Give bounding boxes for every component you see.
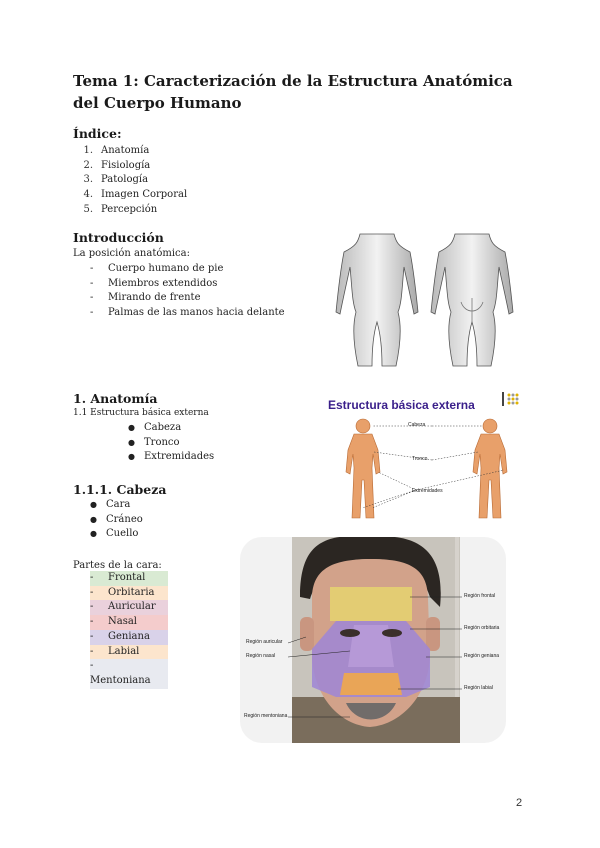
intro-item-label: Cuerpo humano de pie: [108, 263, 224, 274]
face-part-label: Frontal: [108, 572, 146, 583]
face-part-label: Orbitaria: [108, 586, 155, 598]
face-label-labial: Región labial: [464, 685, 493, 691]
head-item: [90, 498, 143, 513]
anatomy-item-label: Tronco: [144, 436, 180, 448]
index-item-label: Anatomía: [101, 145, 150, 156]
face-label-nasal: Región nasal: [246, 653, 276, 659]
bullet-icon: ●: [90, 514, 97, 524]
face-part-label: Nasal: [108, 616, 138, 628]
face-part-item: [90, 645, 168, 660]
page-title: Tema 1: Caracterización de la Estructura Anatómica del Cuerpo Humano: [73, 72, 513, 112]
face-part-item: [90, 571, 168, 586]
face-part-item: [90, 615, 168, 630]
dash-marker: -: [90, 630, 94, 642]
dash-marker: -: [90, 660, 94, 672]
anatomy-item: [128, 436, 214, 451]
face-label-mentoniana: Región mentoniana: [244, 713, 288, 719]
anatomy-item: [128, 450, 214, 465]
bullet-icon: ●: [128, 437, 135, 447]
face-part-item: [90, 630, 168, 645]
face-part-label: Labial: [108, 645, 140, 657]
anatomy-item-label: Cabeza: [144, 422, 182, 433]
bullet-icon: ●: [90, 500, 97, 509]
index-heading: Índice:: [73, 126, 122, 141]
face-part-item: [90, 659, 168, 688]
body-front-icon: [336, 234, 418, 366]
intro-item-label: Miembros extendidos: [108, 277, 218, 289]
anatomical-position-figure: [330, 232, 525, 367]
intro-heading: Introducción: [73, 230, 164, 245]
page-number: 2: [516, 797, 523, 809]
face-part-item: [90, 586, 168, 601]
index-item: [73, 159, 187, 174]
face-label-orbitaria: Región orbitaria: [464, 625, 500, 631]
dash-marker: -: [90, 601, 94, 613]
dash-marker: -: [90, 307, 94, 319]
face-part-label: Geniana: [108, 630, 150, 642]
face-label-auricular: Región auricular: [246, 639, 283, 645]
intro-lead: La posición anatómica:: [73, 248, 190, 259]
anatomy-sub: 1.1 Estructura básica externa: [73, 408, 209, 418]
dash-marker: -: [90, 263, 94, 274]
face-part-label: Auricular: [108, 601, 156, 613]
dash-marker: -: [90, 616, 94, 628]
intro-item-label: Mirando de frente: [108, 292, 201, 304]
dash-marker: -: [90, 572, 94, 583]
intro-item: [90, 262, 285, 277]
index-item: [73, 188, 187, 203]
index-item: [73, 203, 187, 218]
index-list: [73, 144, 187, 218]
index-number: 4.: [83, 189, 93, 201]
anatomy-list: [128, 421, 214, 465]
structure-label-cabeza: Cabeza: [408, 422, 426, 428]
anatomy-heading: 1. Anatomía: [73, 391, 158, 406]
intro-item-label: Palmas de las manos hacia delante: [108, 307, 285, 319]
index-item-label: Percepción: [101, 203, 158, 215]
index-item: [73, 173, 187, 188]
index-number: 1.: [83, 145, 93, 156]
face-label-geniana: Región geniana: [464, 653, 500, 659]
index-number: 3.: [83, 174, 93, 186]
bullet-icon: ●: [128, 452, 135, 462]
structure-figure-title: Estructura básica externa: [328, 398, 475, 412]
index-item: [73, 144, 187, 159]
face-label-frontal: Región frontal: [464, 593, 496, 599]
head-item-label: Cuello: [106, 528, 139, 540]
head-item: [90, 527, 143, 542]
head-item: [90, 513, 143, 528]
face-regions-figure: [240, 537, 506, 743]
head-item-label: Cara: [106, 499, 131, 510]
dash-marker: -: [90, 292, 94, 304]
body-back-icon: [431, 234, 513, 366]
face-parts-lead: Partes de la cara:: [73, 560, 162, 571]
bullet-icon: ●: [128, 423, 135, 432]
structure-figure: [320, 390, 525, 525]
intro-item: [90, 291, 285, 306]
head-heading: 1.1.1. Cabeza: [73, 482, 167, 497]
head-list: [90, 498, 143, 542]
dash-marker: -: [90, 277, 94, 289]
face-part-label: Mentoniana: [90, 674, 151, 686]
bullet-icon: ●: [90, 529, 97, 539]
structure-label-tronco: Tronco: [412, 456, 428, 462]
index-item-label: Imagen Corporal: [101, 189, 188, 201]
intro-item: [90, 306, 285, 321]
intro-list: [90, 262, 285, 321]
anatomy-item-label: Extremidades: [144, 451, 215, 463]
head-item-label: Cráneo: [106, 513, 143, 525]
dash-marker: -: [90, 645, 94, 657]
dash-marker: -: [90, 586, 94, 598]
intro-item: [90, 277, 285, 292]
index-item-label: Patología: [101, 174, 149, 186]
index-item-label: Fisiología: [101, 159, 151, 171]
structure-label-extremidades: Extremidades: [412, 488, 443, 494]
face-parts-list: [90, 571, 168, 689]
face-part-item: [90, 600, 168, 615]
index-number: 5.: [83, 203, 93, 215]
anatomy-item: [128, 421, 214, 436]
index-number: 2.: [83, 159, 93, 171]
